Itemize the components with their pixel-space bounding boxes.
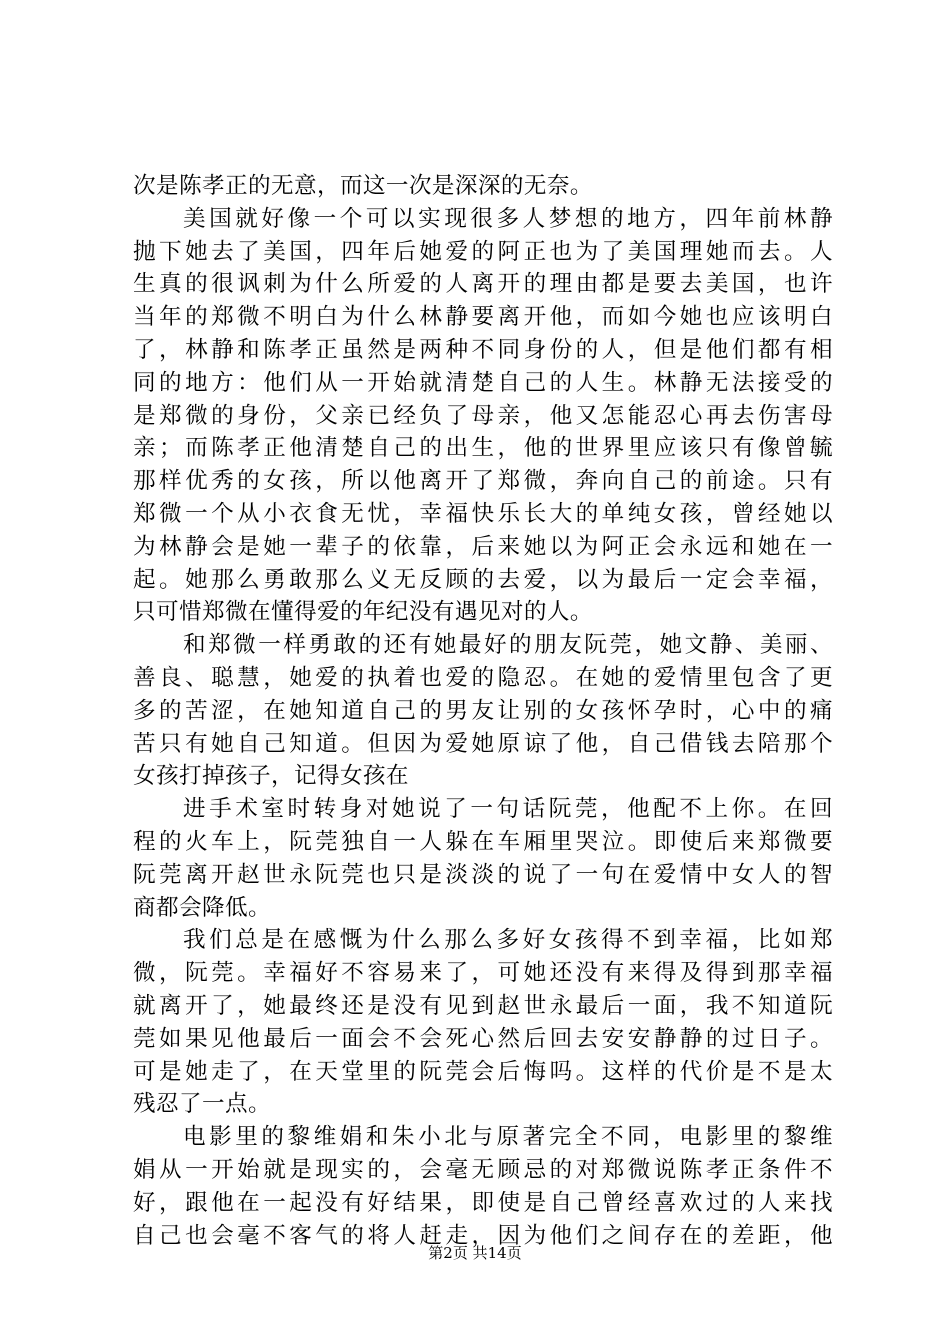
- text-line: 郑微一个从小衣食无忧，幸福快乐长大的单纯女孩，曾经她以: [133, 500, 833, 527]
- text-line: 美国就好像一个可以实现很多人梦想的地方，四年前林静: [183, 205, 833, 232]
- text-line: 就离开了，她最终还是没有见到赵世永最后一面，我不知道阮: [133, 992, 833, 1019]
- text-line: 好，跟他在一起没有好结果，即使是自己曾经喜欢过的人来找: [133, 1189, 833, 1216]
- text-line: 和郑微一样勇敢的还有她最好的朋友阮莞，她文静、美丽、: [183, 632, 833, 659]
- text-line: 电影里的黎维娟和朱小北与原著完全不同，电影里的黎维: [183, 1124, 833, 1151]
- text-line: 当年的郑微不明白为什么林静要离开他，而如今她也应该明白: [133, 304, 833, 331]
- text-line: 次是陈孝正的无意，而这一次是深深的无奈。: [133, 173, 593, 199]
- text-line: 亲；而陈孝正他清楚自己的出生，他的世界里应该只有像曾毓: [133, 435, 833, 462]
- text-line: 多的苦涩，在她知道自己的男友让别的女孩怀孕时，心中的痛: [133, 697, 833, 724]
- text-line: 只可惜郑微在懂得爱的年纪没有遇见对的人。: [133, 599, 593, 626]
- text-line: 抛下她去了美国，四年后她爱的阿正也为了美国理她而去。人: [133, 238, 833, 265]
- text-line: 莞如果见他最后一面会不会死心然后回去安安静静的过日子。: [133, 1025, 833, 1052]
- body-text: [133, 170, 833, 1252]
- text-line: 微，阮莞。幸福好不容易来了，可她还没有来得及得到那幸福: [133, 960, 833, 987]
- text-line: 了，林静和陈孝正虽然是两种不同身份的人，但是他们都有相: [133, 336, 833, 363]
- text-line: 可是她走了，在天堂里的阮莞会后悔吗。这样的代价是不是太: [133, 1058, 833, 1085]
- text-line: 女孩打掉孩子，记得女孩在: [133, 763, 409, 790]
- text-line: 进手术室时转身对她说了一句话阮莞，他配不上你。在回: [183, 796, 833, 823]
- text-line: 商都会降低。: [133, 894, 271, 921]
- page-footer: 第2页 共14页: [428, 1244, 522, 1262]
- text-line: 同的地方：他们从一开始就清楚自己的人生。林静无法接受的: [133, 369, 833, 396]
- text-line: 善良、聪慧，她爱的执着也爱的隐忍。在她的爱情里包含了更: [133, 664, 833, 691]
- text-line: 我们总是在感慨为什么那么多好女孩得不到幸福，比如郑: [183, 927, 833, 954]
- text-line: 起。她那么勇敢那么义无反顾的去爱，以为最后一定会幸福，: [133, 566, 833, 593]
- text-line: 程的火车上，阮莞独自一人躲在车厢里哭泣。即使后来郑微要: [133, 828, 833, 855]
- text-line: 为林静会是她一辈子的依靠，后来她以为阿正会永远和她在一: [133, 533, 833, 560]
- text-line: 是郑微的身份，父亲已经负了母亲，他又怎能忍心再去伤害母: [133, 402, 833, 429]
- text-line: 苦只有她自己知道。但因为爱她原谅了他，自己借钱去陪那个: [133, 730, 833, 757]
- text-line: 阮莞离开赵世永阮莞也只是淡淡的说了一句在爱情中女人的智: [133, 861, 833, 888]
- text-line: 那样优秀的女孩，所以他离开了郑微，奔向自己的前途。只有: [133, 468, 833, 495]
- text-line: 自己也会毫不客气的将人赶走，因为他们之间存在的差距，他: [133, 1222, 833, 1249]
- text-line: 生真的很讽刺为什么所爱的人离开的理由都是要去美国，也许: [133, 271, 833, 298]
- text-line: 残忍了一点。: [133, 1091, 271, 1118]
- text-line: 娟从一开始就是现实的，会毫无顾忌的对郑微说陈孝正条件不: [133, 1156, 833, 1183]
